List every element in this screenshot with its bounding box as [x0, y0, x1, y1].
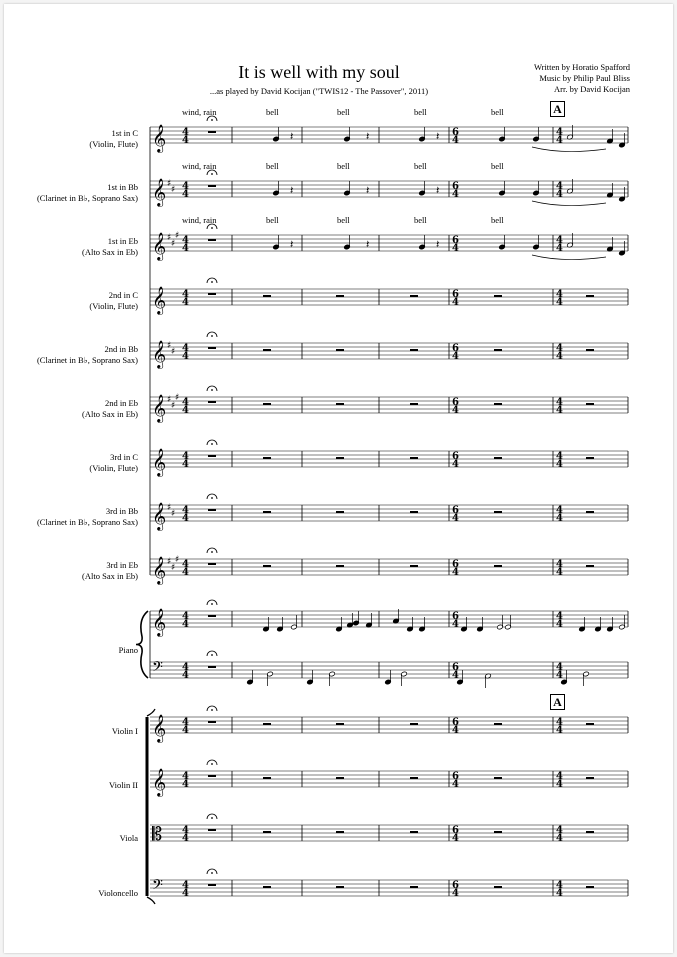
whole-rest: [494, 457, 502, 459]
time-sig-top: 4: [556, 451, 563, 462]
time-sig-top: 4: [556, 771, 563, 782]
whole-rest: [410, 831, 418, 833]
whole-rest: [208, 666, 216, 668]
time-sig-bottom: 4: [182, 351, 189, 362]
time-sig-bottom: 4: [182, 670, 189, 681]
whole-rest: [494, 349, 502, 351]
time-sig-top: 6: [452, 611, 459, 622]
time-sig-top: 6: [452, 771, 459, 782]
whole-rest: [208, 721, 216, 723]
time-sig-bottom: 4: [556, 567, 563, 578]
time-sig-bottom: 4: [452, 135, 459, 146]
time-sig-bottom: 4: [452, 351, 459, 362]
fermata-dot: [211, 872, 213, 874]
bracket-hook-bottom: [147, 897, 155, 904]
time-sig-bottom: 4: [182, 619, 189, 630]
sharp-sign: ♯: [171, 347, 176, 357]
time-sig-bottom: 4: [182, 888, 189, 899]
fermata-dot: [211, 335, 213, 337]
whole-rest: [263, 777, 271, 779]
sharp-sign: ♯: [167, 395, 172, 405]
time-sig-top: 6: [452, 397, 459, 408]
bass-clef: 𝄢: [152, 659, 163, 679]
whole-rest: [336, 457, 344, 459]
treble-clef: 𝄞: [152, 394, 167, 422]
time-sig-top: 4: [182, 289, 189, 300]
sharp-sign: ♯: [171, 185, 176, 195]
time-sig-top: 6: [452, 127, 459, 138]
time-sig-top: 4: [556, 181, 563, 192]
fermata-dot: [211, 119, 213, 121]
part-label-violin-2: Violin II: [109, 780, 138, 790]
time-sig-top: 4: [182, 880, 189, 891]
time-sig-bottom: 4: [556, 725, 563, 736]
whole-rest: [336, 349, 344, 351]
part-label-violin-1: Violin I: [111, 726, 138, 736]
time-sig-bottom: 4: [556, 135, 563, 146]
time-sig-bottom: 4: [556, 189, 563, 200]
whole-rest: [336, 403, 344, 405]
time-sig-bottom: 4: [182, 135, 189, 146]
credit-arranger: Arr. by David Kocijan: [553, 84, 630, 94]
whole-rest: [410, 349, 418, 351]
whole-rest: [208, 563, 216, 565]
time-sig-bottom: 4: [452, 779, 459, 790]
time-sig-top: 6: [452, 880, 459, 891]
time-sig-top: 4: [556, 505, 563, 516]
whole-rest: [208, 401, 216, 403]
part-label-1st-bb: 1st in Bb (Clarinet in B♭, Soprano Sax): [36, 182, 138, 203]
cue-bell-3d: bell: [491, 215, 504, 225]
whole-rest: [410, 403, 418, 405]
whole-rest: [208, 293, 216, 295]
whole-rest: [263, 403, 271, 405]
fermata-dot: [211, 763, 213, 765]
cue-bell-3c: bell: [414, 215, 427, 225]
whole-rest: [494, 723, 502, 725]
part-label-1st-c: 1st in C (Violin, Flute): [89, 128, 138, 149]
whole-rest: [208, 455, 216, 457]
whole-rest: [263, 349, 271, 351]
time-sig-top: 4: [182, 717, 189, 728]
part-label-3rd-eb: 3rd in Eb (Alto Sax in Eb): [82, 560, 138, 581]
cue-bell-1b: bell: [337, 107, 350, 117]
time-sig-bottom: 4: [182, 243, 189, 254]
treble-clef: 𝄞: [152, 714, 167, 742]
quarter-rest: 𝄽: [366, 184, 370, 197]
time-sig-top: 6: [452, 559, 459, 570]
time-sig-bottom: 4: [182, 189, 189, 200]
whole-rest: [586, 403, 594, 405]
treble-clef: 𝄞: [152, 556, 167, 584]
fermata-dot: [211, 443, 213, 445]
time-sig-bottom: 4: [452, 405, 459, 416]
cue-bell-1c: bell: [414, 107, 427, 117]
time-sig-top: 4: [556, 343, 563, 354]
piece-subtitle: ...as played by David Kocijan ("TWIS12 - The Passover", 2011): [209, 86, 429, 96]
time-sig-top: 4: [182, 662, 189, 673]
time-sig-bottom: 4: [556, 351, 563, 362]
fermata-dot: [211, 603, 213, 605]
time-sig-top: 4: [182, 451, 189, 462]
time-sig-top: 4: [182, 771, 189, 782]
slur: [532, 147, 606, 152]
whole-rest: [336, 831, 344, 833]
quarter-rest: 𝄽: [290, 130, 294, 143]
time-sig-bottom: 4: [452, 297, 459, 308]
time-sig-bottom: 4: [182, 297, 189, 308]
time-sig-top: 6: [452, 289, 459, 300]
whole-rest: [208, 239, 216, 241]
slur: [532, 255, 606, 260]
whole-rest: [410, 723, 418, 725]
time-sig-bottom: 4: [182, 779, 189, 790]
time-sig-top: 4: [556, 825, 563, 836]
whole-rest: [494, 831, 502, 833]
time-sig-bottom: 4: [452, 459, 459, 470]
part-label-3rd-c: 3rd in C (Violin, Flute): [89, 452, 138, 473]
time-sig-top: 6: [452, 505, 459, 516]
whole-rest: [263, 886, 271, 888]
whole-rest: [410, 886, 418, 888]
fermata-dot: [211, 497, 213, 499]
quarter-rest: 𝄽: [366, 238, 370, 251]
whole-rest: [410, 777, 418, 779]
cue-bell-2d: bell: [491, 161, 504, 171]
part-label-1st-eb: 1st in Eb (Alto Sax in Eb): [82, 236, 138, 257]
treble-clef: 𝄞: [152, 502, 167, 530]
sharp-sign: ♯: [167, 179, 172, 189]
whole-rest: [263, 457, 271, 459]
time-sig-bottom: 4: [556, 297, 563, 308]
time-sig-top: 4: [556, 235, 563, 246]
quarter-rest: 𝄽: [436, 130, 440, 143]
time-sig-top: 6: [452, 451, 459, 462]
whole-rest: [208, 829, 216, 831]
time-sig-top: 4: [556, 880, 563, 891]
part-label-2nd-eb: 2nd in Eb (Alto Sax in Eb): [82, 398, 138, 419]
time-sig-bottom: 4: [452, 888, 459, 899]
time-sig-bottom: 4: [556, 670, 563, 681]
time-sig-top: 4: [182, 505, 189, 516]
cue-wind-rain-1: wind, rain: [182, 107, 217, 117]
sharp-sign: ♯: [167, 341, 172, 351]
time-sig-bottom: 4: [452, 619, 459, 630]
whole-rest: [586, 349, 594, 351]
treble-clef: 𝄞: [152, 768, 167, 796]
time-sig-top: 4: [556, 611, 563, 622]
time-sig-bottom: 4: [452, 189, 459, 200]
slur: [532, 201, 606, 206]
whole-rest: [494, 511, 502, 513]
time-sig-top: 4: [182, 127, 189, 138]
whole-rest: [336, 886, 344, 888]
cue-wind-rain-2: wind, rain: [182, 161, 217, 171]
quarter-rest: 𝄽: [436, 238, 440, 251]
fermata-dot: [211, 281, 213, 283]
part-label-violoncello: Violoncello: [98, 888, 138, 898]
whole-rest: [263, 565, 271, 567]
time-sig-top: 4: [556, 717, 563, 728]
part-label-3rd-bb: 3rd in Bb (Clarinet in B♭, Soprano Sax): [36, 506, 138, 527]
time-sig-top: 4: [556, 662, 563, 673]
treble-clef: 𝄞: [152, 232, 167, 260]
treble-clef: 𝄞: [152, 178, 167, 206]
time-sig-top: 6: [452, 235, 459, 246]
cue-bell-2c: bell: [414, 161, 427, 171]
part-label-2nd-c: 2nd in C (Violin, Flute): [89, 290, 138, 311]
whole-rest: [208, 884, 216, 886]
time-sig-bottom: 4: [556, 459, 563, 470]
treble-clef: 𝄞: [152, 124, 167, 152]
whole-rest: [586, 723, 594, 725]
sharp-sign: ♯: [171, 509, 176, 519]
time-sig-bottom: 4: [556, 405, 563, 416]
whole-rest: [586, 777, 594, 779]
time-sig-bottom: 4: [556, 833, 563, 844]
sharp-sign: ♯: [171, 563, 176, 573]
time-sig-bottom: 4: [182, 725, 189, 736]
cue-bell-1d: bell: [491, 107, 504, 117]
time-sig-top: 6: [452, 181, 459, 192]
part-label-viola: Viola: [119, 833, 138, 843]
fermata-dot: [211, 551, 213, 553]
time-sig-bottom: 4: [556, 619, 563, 630]
fermata-dot: [211, 389, 213, 391]
whole-rest: [336, 777, 344, 779]
bass-clef: 𝄢: [152, 877, 163, 897]
cue-wind-rain-3: wind, rain: [182, 215, 217, 225]
time-sig-top: 4: [182, 825, 189, 836]
time-sig-bottom: 4: [182, 833, 189, 844]
whole-rest: [586, 886, 594, 888]
whole-rest: [494, 403, 502, 405]
treble-clef: 𝄞: [152, 340, 167, 368]
whole-rest: [586, 511, 594, 513]
whole-rest: [586, 565, 594, 567]
whole-rest: [494, 777, 502, 779]
time-sig-top: 4: [182, 181, 189, 192]
credit-music: Music by Philip Paul Bliss: [539, 73, 630, 83]
time-sig-bottom: 4: [182, 513, 189, 524]
whole-rest: [494, 295, 502, 297]
whole-rest: [494, 886, 502, 888]
time-sig-bottom: 4: [452, 725, 459, 736]
whole-rest: [263, 511, 271, 513]
sharp-sign: ♯: [171, 401, 176, 411]
quarter-rest: 𝄽: [436, 184, 440, 197]
time-sig-top: 4: [182, 397, 189, 408]
whole-rest: [208, 509, 216, 511]
time-sig-bottom: 4: [556, 513, 563, 524]
whole-rest: [208, 185, 216, 187]
whole-rest: [263, 831, 271, 833]
quarter-rest: 𝄽: [366, 130, 370, 143]
time-sig-top: 6: [452, 343, 459, 354]
alto-clef: 𝄡: [152, 824, 163, 845]
whole-rest: [410, 457, 418, 459]
sharp-sign: ♯: [167, 503, 172, 513]
time-sig-bottom: 4: [452, 513, 459, 524]
whole-rest: [410, 565, 418, 567]
whole-rest: [336, 723, 344, 725]
time-sig-bottom: 4: [182, 459, 189, 470]
time-sig-bottom: 4: [452, 567, 459, 578]
whole-rest: [208, 131, 216, 133]
time-sig-top: 4: [556, 397, 563, 408]
piece-title: It is well with my soul: [238, 62, 400, 82]
sharp-sign: ♯: [175, 393, 180, 403]
time-sig-top: 4: [182, 559, 189, 570]
whole-rest: [208, 775, 216, 777]
rehearsal-mark-top: A: [550, 101, 565, 117]
sharp-sign: ♯: [175, 555, 180, 565]
time-sig-bottom: 4: [452, 833, 459, 844]
whole-rest: [263, 723, 271, 725]
time-sig-top: 4: [182, 235, 189, 246]
whole-rest: [494, 565, 502, 567]
time-sig-top: 4: [556, 559, 563, 570]
time-sig-bottom: 4: [182, 405, 189, 416]
fermata-dot: [211, 173, 213, 175]
time-sig-bottom: 4: [452, 670, 459, 681]
whole-rest: [336, 565, 344, 567]
time-sig-bottom: 4: [182, 567, 189, 578]
time-sig-top: 4: [556, 289, 563, 300]
cue-bell-2a: bell: [266, 161, 279, 171]
time-sig-top: 6: [452, 717, 459, 728]
whole-rest: [410, 295, 418, 297]
treble-clef: 𝄞: [152, 608, 167, 636]
time-sig-bottom: 4: [452, 243, 459, 254]
whole-rest: [263, 295, 271, 297]
quarter-rest: 𝄽: [290, 238, 294, 251]
time-sig-bottom: 4: [556, 243, 563, 254]
fermata-dot: [211, 817, 213, 819]
part-label-2nd-bb: 2nd in Bb (Clarinet in B♭, Soprano Sax): [36, 344, 138, 365]
fermata-dot: [211, 709, 213, 711]
time-sig-bottom: 4: [556, 888, 563, 899]
part-label-piano: Piano: [118, 645, 138, 655]
cue-bell-2b: bell: [337, 161, 350, 171]
time-sig-top: 4: [182, 611, 189, 622]
quarter-rest: 𝄽: [290, 184, 294, 197]
cue-bell-3a: bell: [266, 215, 279, 225]
whole-rest: [208, 347, 216, 349]
score-page: [4, 4, 673, 953]
time-sig-top: 4: [182, 343, 189, 354]
whole-rest: [336, 511, 344, 513]
sharp-sign: ♯: [167, 557, 172, 567]
sharp-sign: ♯: [171, 239, 176, 249]
sharp-sign: ♯: [175, 231, 180, 241]
whole-rest: [586, 295, 594, 297]
whole-rest: [336, 295, 344, 297]
time-sig-bottom: 4: [556, 779, 563, 790]
cue-bell-3b: bell: [337, 215, 350, 225]
treble-clef: 𝄞: [152, 286, 167, 314]
time-sig-top: 4: [556, 127, 563, 138]
whole-rest: [208, 615, 216, 617]
credit-words: Written by Horatio Spafford: [533, 62, 630, 72]
fermata-dot: [211, 654, 213, 656]
fermata-dot: [211, 227, 213, 229]
whole-rest: [410, 511, 418, 513]
sharp-sign: ♯: [167, 233, 172, 243]
whole-rest: [586, 457, 594, 459]
time-sig-top: 6: [452, 825, 459, 836]
time-sig-top: 6: [452, 662, 459, 673]
whole-rest: [586, 831, 594, 833]
rehearsal-mark-strings: A: [550, 694, 565, 710]
cue-bell-1a: bell: [266, 107, 279, 117]
treble-clef: 𝄞: [152, 448, 167, 476]
